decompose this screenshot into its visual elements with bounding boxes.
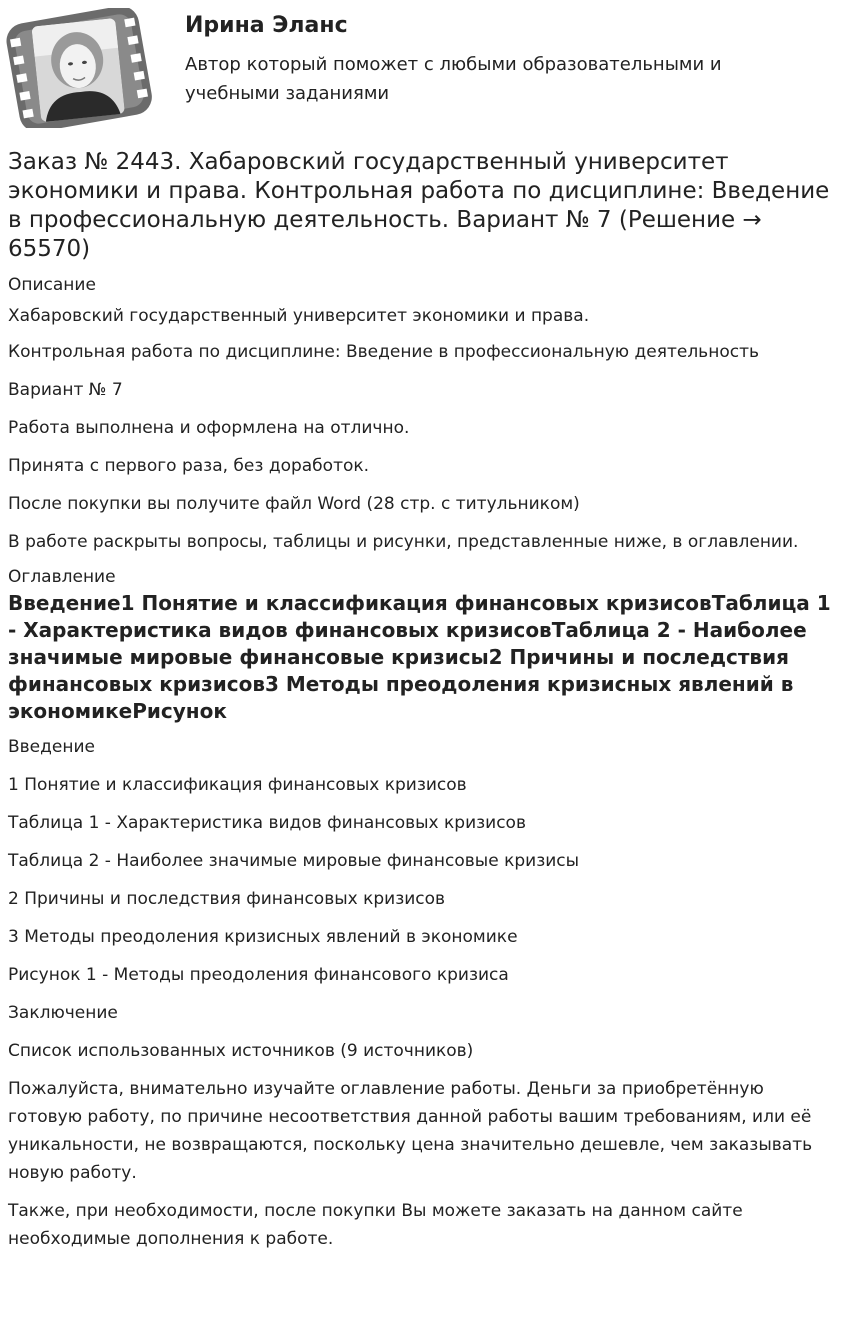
toc-item: Заключение <box>8 1003 118 1023</box>
refund-notice: Пожалуйста, внимательно изучайте оглавление работы. Деньги за приобретённую готовую работу, по причине несоответствия данной работы вашим требованиям, или её уникальности, не возвращаются, поскольку цена значительно дешевле, чем заказывать новую работу. <box>8 1079 813 1183</box>
toc-summary: Введение1 Понятие и классификация финансовых кризисовТаблица 1 - Характеристика видов финансовых кризисовТаблица 2 - Наиболее значимые мировые финансовые кризисы2 Причины и последствия финансовых кризисов3 Методы преодоления кризисных явлений в экономикеРисунок <box>8 591 831 723</box>
description-paragraph: Контрольная работа по дисциплине: Введение в профессиональную деятельность <box>8 342 759 362</box>
toc-item: Введение <box>8 737 95 757</box>
toc-item: 3 Методы преодоления кризисных явлений в экономике <box>8 927 518 947</box>
author-name: Ирина Эланс <box>185 13 348 38</box>
author-description: Автор который поможет с любыми образовательными и учебными заданиями <box>185 54 722 104</box>
description-label: Описание <box>8 275 96 295</box>
description-paragraph: В работе раскрыты вопросы, таблицы и рисунки, представленные ниже, в оглавлении. <box>8 532 799 552</box>
description-paragraph: Хабаровский государственный университет экономики и права. <box>8 306 590 326</box>
order-content <box>8 148 838 1263</box>
toc-item: Список использованных источников (9 источников) <box>8 1041 474 1061</box>
toc-label: Оглавление <box>8 567 116 587</box>
toc-item: Таблица 2 - Наиболее значимые мировые финансовые кризисы <box>8 851 580 871</box>
toc-item: 1 Понятие и классификация финансовых кризисов <box>8 775 467 795</box>
description-paragraph: После покупки вы получите файл Word (28 стр. с титульником) <box>8 494 580 514</box>
order-title: Заказ № 2443. Хабаровский государственный университет экономики и права. Контрольная работа по дисциплине: Введение в профессиональную деятельность. Вариант № 7 (Решение → 65570) <box>8 149 830 262</box>
toc-item: Рисунок 1 - Методы преодоления финансового кризиса <box>8 965 509 985</box>
author-header <box>0 0 847 140</box>
description-paragraph: Работа выполнена и оформлена на отлично. <box>8 418 410 438</box>
author-avatar <box>6 8 152 128</box>
additions-notice: Также, при необходимости, после покупки Вы можете заказать на данном сайте необходимые дополнения к работе. <box>8 1201 743 1249</box>
toc-item: 2 Причины и последствия финансовых кризисов <box>8 889 446 909</box>
description-paragraph: Вариант № 7 <box>8 380 123 400</box>
description-paragraph: Принята с первого раза, без доработок. <box>8 456 370 476</box>
toc-item: Таблица 1 - Характеристика видов финансовых кризисов <box>8 813 526 833</box>
